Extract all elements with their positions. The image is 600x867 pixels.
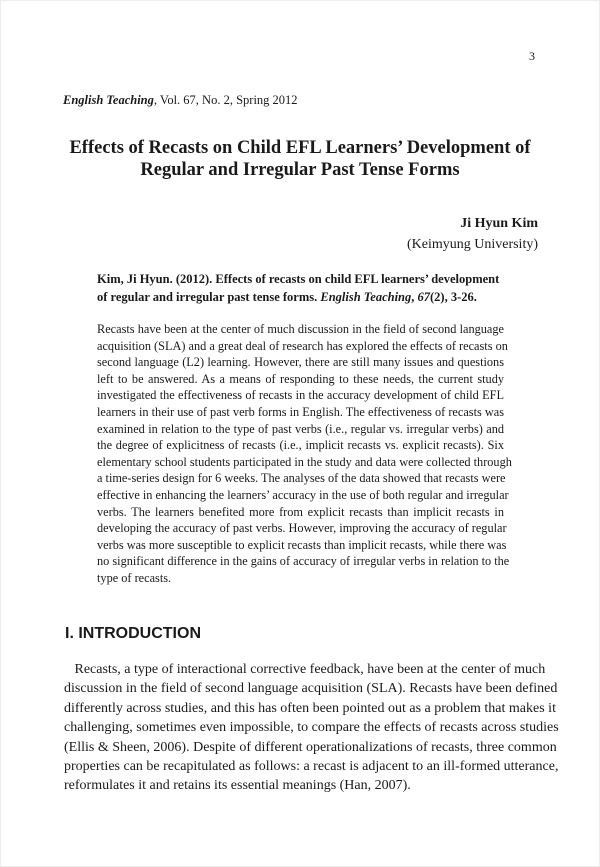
- abstract-line: investigated the effectiveness of recasts in the accuracy development of child EFL: [97, 388, 504, 403]
- intro-line: differently across studies, and this has often been pointed out as a problem that makes it: [64, 700, 556, 716]
- title-line: Regular and Irregular Past Tense Forms: [140, 160, 460, 180]
- author-name: Ji Hyun Kim: [460, 216, 538, 231]
- abstract-line: the degree of explicitness of recasts (i.e., implicit recasts vs. explicit recasts). Six: [97, 438, 504, 453]
- intro-line: Recasts, a type of interactional corrective feedback, have been at the center of much: [64, 662, 546, 677]
- section-heading-introduction: I. INTRODUCTION: [65, 625, 201, 642]
- page-number: 3: [529, 49, 535, 63]
- abstract-line: learners in their use of past verb forms in English. The effectiveness of recasts was: [97, 404, 504, 419]
- intro-line: reformulates it and retains its essential meanings (Han, 2007).: [64, 778, 411, 794]
- abstract-line: developing the accuracy of past verbs. However, improving the accuracy of regular: [97, 521, 507, 536]
- abstract-line: no significant difference in the gains of accuracy of irregular verbs in relation to the: [97, 554, 510, 569]
- abstract: [97, 321, 512, 587]
- citation-sep: ,: [411, 290, 418, 304]
- intro-line: properties can be recapitulated as follows: a recast is adjacent to an ill-formed utterance,: [64, 759, 559, 775]
- journal-header: [63, 93, 298, 108]
- abstract-line: examined in relation to the type of past verbs (i.e., regular vs. irregular verbs) and: [97, 421, 504, 436]
- intro-line: discussion in the field of second language acquisition (SLA). Recasts have been defined: [64, 681, 558, 697]
- citation-text: Kim, Ji Hyun. (2012). Effects of recasts on child EFL learners’ development of regular and irregular past tense forms.: [97, 272, 500, 304]
- paper-title: [40, 137, 560, 181]
- abstract-line: type of recasts.: [97, 570, 172, 585]
- abstract-line: left to be answered. As a means of responding to these needs, the current study: [97, 371, 504, 386]
- abstract-line: verbs. The learners benefited more from explicit recasts than implicit recasts in: [97, 504, 504, 519]
- abstract-line: effective in enhancing the learners’ accuracy in the use of both regular and irregular: [97, 487, 509, 502]
- intro-line: (Ellis & Sheen, 2006). Despite of different operationalizations of recasts, three common: [64, 739, 557, 755]
- abstract-line: elementary school students participated in the study and data were collected through: [97, 454, 512, 469]
- abstract-line: second language (L2) learning. However, there are still many issues and questions: [97, 355, 504, 370]
- abstract-line: acquisition (SLA) and a great deal of research has explored the effects of recasts on: [97, 338, 508, 353]
- citation-volume: 67: [417, 290, 431, 304]
- citation: [97, 270, 505, 306]
- intro-line: challenging, sometimes even impossible, to compare the effects of recasts across studies: [64, 720, 559, 736]
- abstract-line: a time-series design for 6 weeks. The analyses of the data showed that recasts were: [97, 471, 506, 486]
- title-line: Effects of Recasts on Child EFL Learners’ Development of: [69, 138, 531, 158]
- abstract-line: Recasts have been at the center of much discussion in the field of second language: [97, 322, 504, 336]
- introduction-paragraph: [64, 660, 559, 796]
- author-affiliation: (Keimyung University): [406, 237, 538, 252]
- citation-journal: English Teaching: [320, 290, 412, 304]
- journal-issue: , Vol. 67, No. 2, Spring 2012: [153, 93, 298, 107]
- journal-name: English Teaching: [63, 93, 154, 107]
- citation-pages: (2), 3-26.: [430, 290, 477, 304]
- abstract-line: verbs was more susceptible to explicit recasts than implicit recasts, while there was: [97, 537, 507, 552]
